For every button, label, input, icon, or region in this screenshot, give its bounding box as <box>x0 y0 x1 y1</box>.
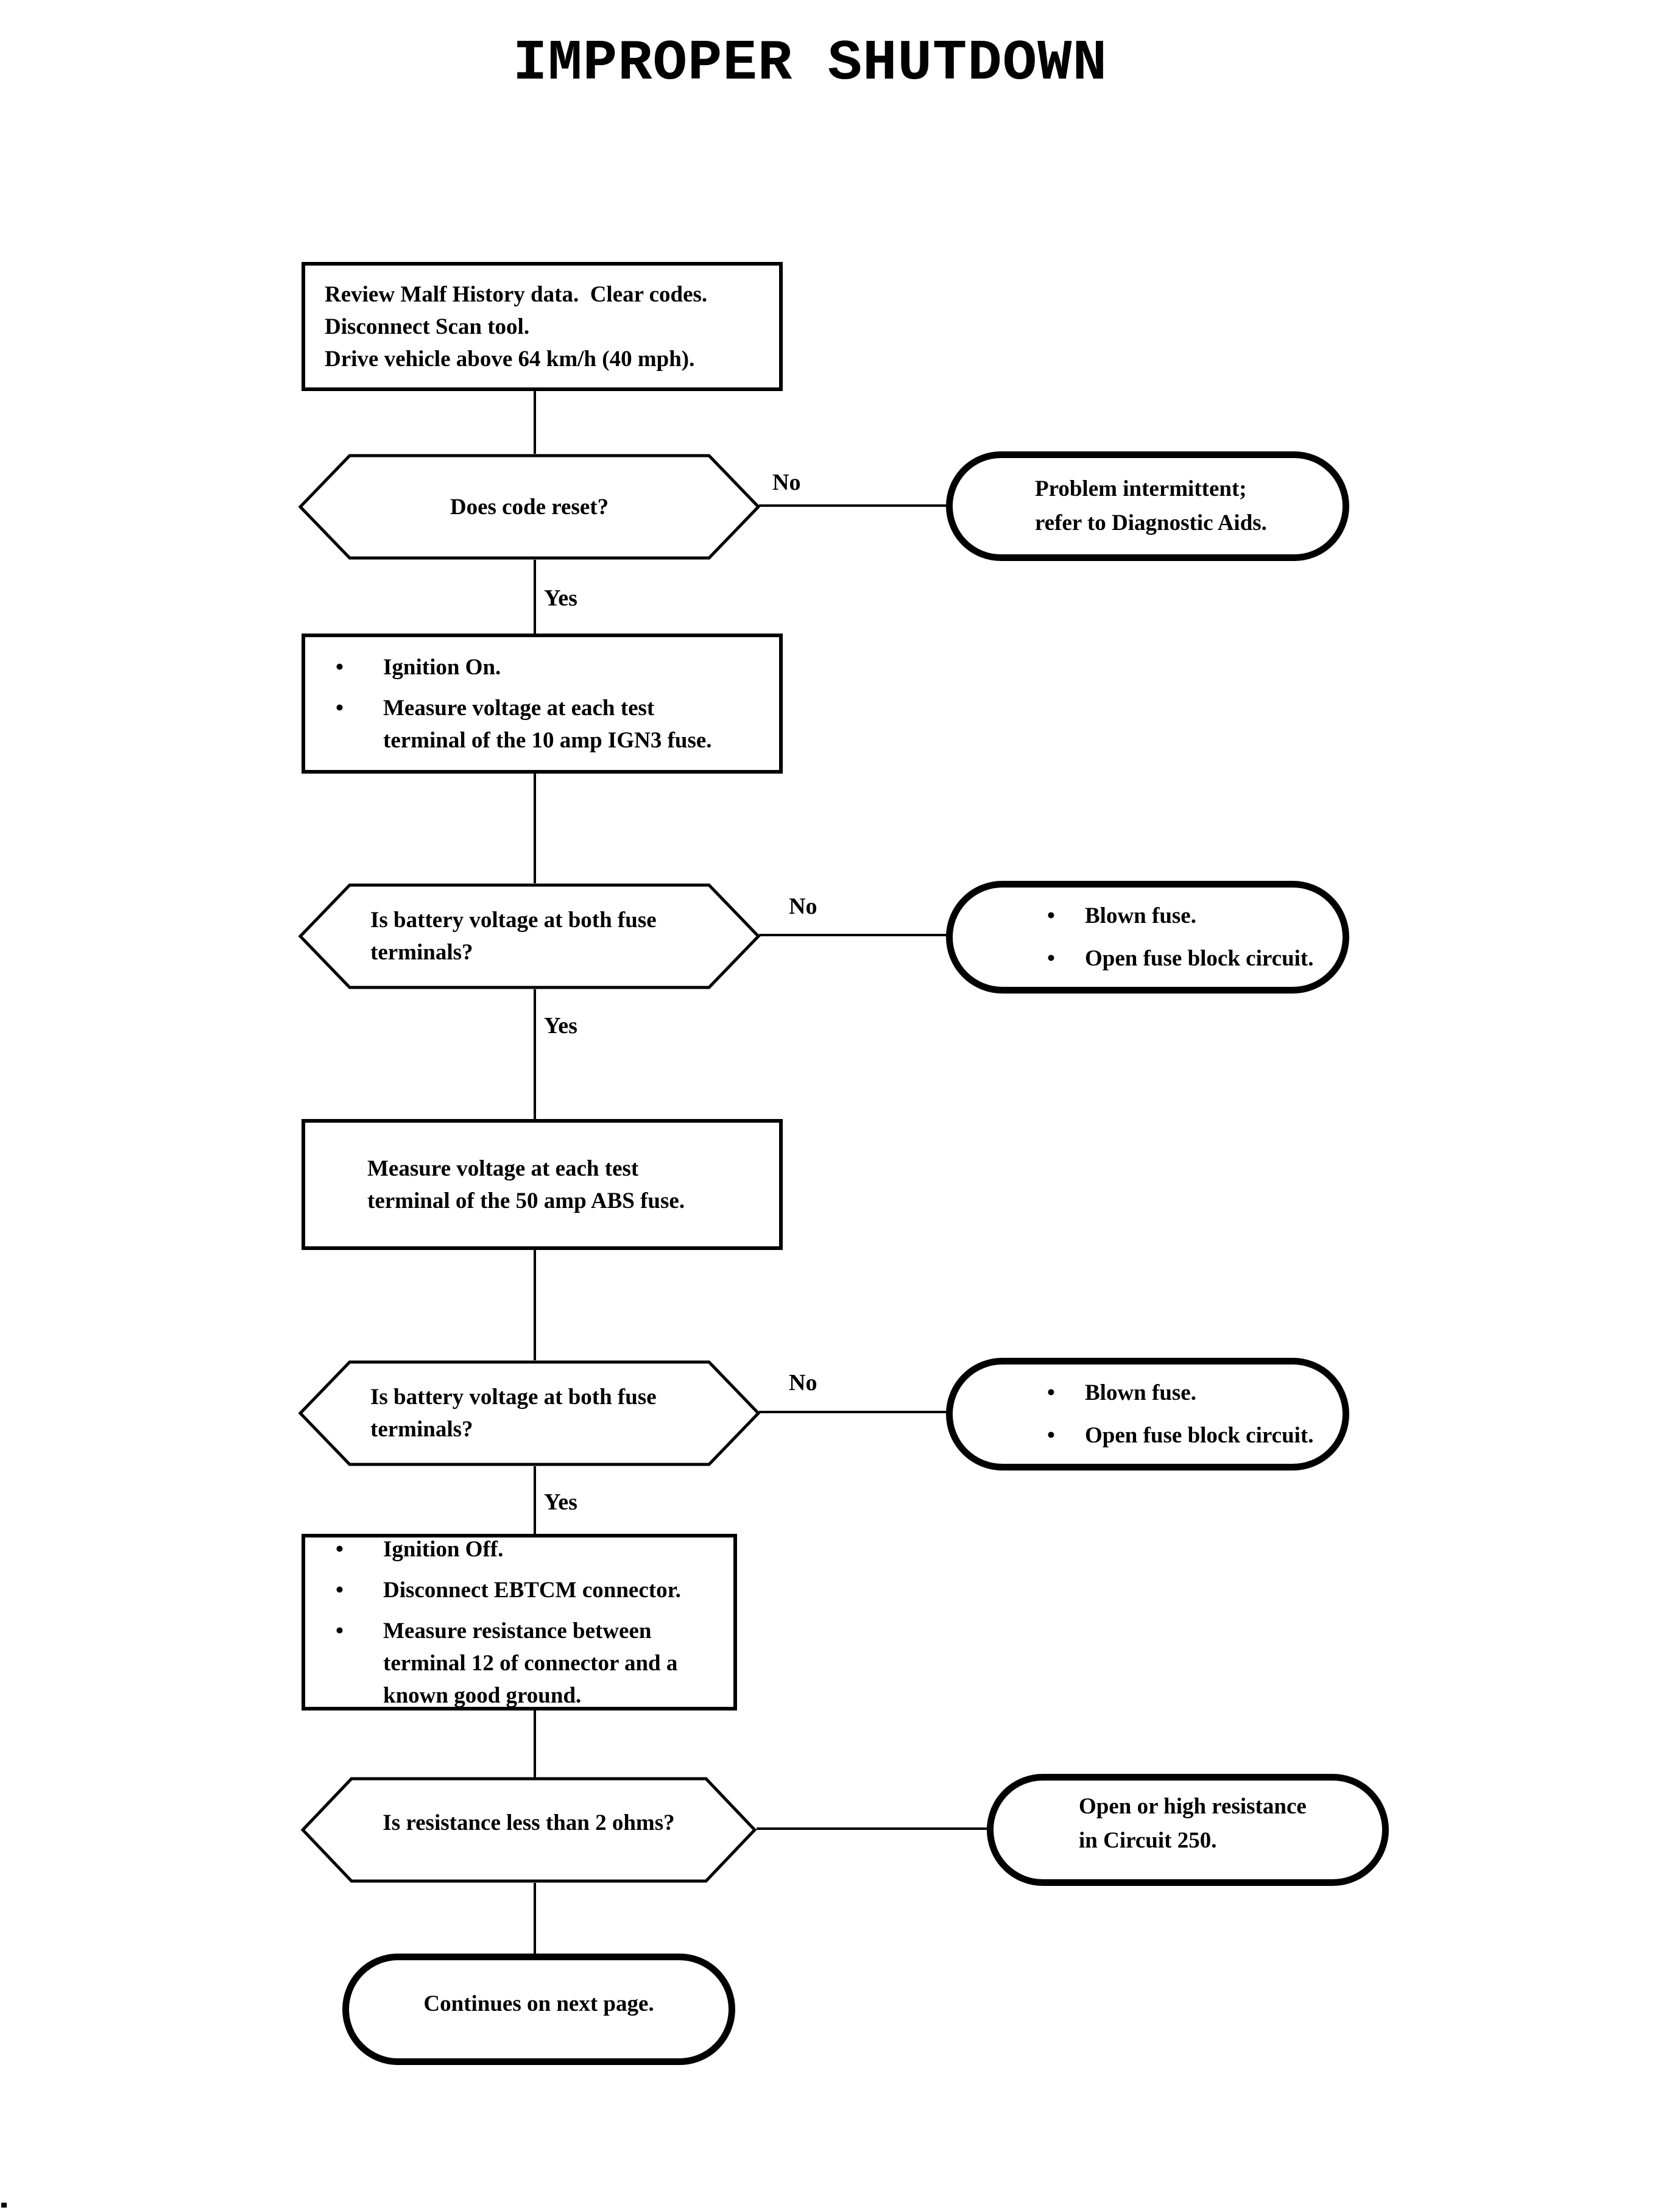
scan-artifact-speck <box>1 2203 7 2208</box>
step3-line: Measure voltage at each test <box>367 1156 639 1181</box>
step1-line: Drive vehicle above 64 km/h (40 mph). <box>325 346 695 372</box>
list-item <box>331 1574 731 1606</box>
step1-line: Review Malf History data. Clear codes. <box>325 281 708 307</box>
bullet-icon: • <box>336 1536 344 1562</box>
step4-box <box>302 1534 737 1710</box>
list-item <box>1047 1376 1339 1410</box>
step4-bullet-text: Disconnect EBTCM connector. <box>383 1577 681 1603</box>
result1-line: refer to Diagnostic Aids. <box>1035 510 1267 535</box>
step2-bullet-line: terminal of the 10 amp IGN3 fuse. <box>383 727 712 753</box>
result4-pill <box>987 1774 1389 1886</box>
connector-step4-decision4 <box>534 1709 536 1778</box>
decision2-hexagon <box>297 882 761 990</box>
step4-bullet-line: known good ground. <box>383 1682 582 1708</box>
bullet-icon: • <box>1047 1422 1055 1448</box>
connector-decision3-step4 <box>534 1466 536 1535</box>
step4-bullet-line: Measure resistance between <box>383 1618 652 1643</box>
step4-bullet-text: Ignition Off. <box>383 1536 504 1562</box>
connector-decision1-result1 <box>759 504 947 507</box>
decision2-line: Is battery voltage at both fuse <box>370 908 657 933</box>
connector-decision4-terminal <box>534 1883 536 1955</box>
result1-pill <box>946 451 1349 561</box>
result4-line: Open or high resistance <box>1079 1794 1307 1819</box>
decision4-text: Is resistance less than 2 ohms? <box>383 1810 675 1835</box>
result1-line: Problem intermittent; <box>1035 476 1247 501</box>
list-item <box>331 692 775 757</box>
no-label: No <box>772 470 801 495</box>
list-item <box>331 1615 731 1712</box>
connector-decision3-result3 <box>759 1411 947 1413</box>
list-item <box>1047 942 1339 976</box>
step1-line: Disconnect Scan tool. <box>325 314 530 339</box>
bullet-icon: • <box>336 1577 344 1603</box>
decision3-line: terminals? <box>370 1417 473 1442</box>
step2-bullet-line: Measure voltage at each test <box>383 695 655 721</box>
step4-bullet-text <box>383 1615 677 1712</box>
decision2-line: terminals? <box>370 940 473 965</box>
step2-box <box>302 634 783 774</box>
step2-bullet-text: Ignition On. <box>383 654 501 680</box>
result3-pill <box>946 1358 1349 1470</box>
decision1-text: Does code reset? <box>450 494 609 520</box>
step3-box <box>302 1119 783 1250</box>
connector-decision4-result4 <box>757 1827 988 1830</box>
result2-pill <box>946 881 1349 994</box>
bullet-icon: • <box>336 695 344 721</box>
page-title: IMPROPER SHUTDOWN <box>513 32 1107 96</box>
terminal-pill <box>342 1954 735 2065</box>
connector-step2-decision2 <box>534 772 536 883</box>
bullet-icon: • <box>336 654 344 680</box>
result4-line: in Circuit 250. <box>1079 1828 1217 1853</box>
decision3-text <box>297 1359 761 1467</box>
connector-decision2-step3 <box>534 989 536 1120</box>
step4-bullet-line: terminal 12 of connector and a <box>383 1650 678 1676</box>
decision3-line: Is battery voltage at both fuse <box>370 1385 657 1410</box>
decision1-hexagon <box>297 453 761 561</box>
step3-line: terminal of the 50 amp ABS fuse. <box>367 1188 685 1213</box>
connector-decision2-result2 <box>759 934 947 936</box>
decision3-hexagon <box>297 1359 761 1467</box>
yes-label: Yes <box>544 1489 577 1515</box>
bullet-icon: • <box>1047 903 1055 928</box>
decision2-text <box>297 882 761 990</box>
result3-bullet-text: Open fuse block circuit. <box>1085 1422 1314 1448</box>
bullet-icon: • <box>1047 945 1055 971</box>
bullet-icon: • <box>336 1618 344 1643</box>
list-item <box>1047 899 1339 933</box>
bullet-icon: • <box>1047 1380 1055 1405</box>
yes-label: Yes <box>544 585 577 611</box>
connector-decision1-step2 <box>534 560 536 635</box>
list-item <box>331 1533 731 1566</box>
step2-bullet-text <box>383 692 712 757</box>
terminal-text: Continues on next page. <box>423 1991 654 2016</box>
result2-bullet-text: Open fuse block circuit. <box>1085 945 1314 971</box>
list-item <box>331 651 775 683</box>
step1-box <box>302 262 783 391</box>
connector-step3-decision3 <box>534 1249 536 1360</box>
connector-step1-decision1 <box>534 390 536 454</box>
result3-bullet-text: Blown fuse. <box>1085 1380 1196 1405</box>
no-label: No <box>789 894 817 919</box>
no-label: No <box>789 1370 817 1396</box>
list-item <box>1047 1419 1339 1453</box>
decision4-hexagon <box>300 1776 758 1884</box>
yes-label: Yes <box>544 1013 577 1039</box>
result2-bullet-text: Blown fuse. <box>1085 903 1196 928</box>
